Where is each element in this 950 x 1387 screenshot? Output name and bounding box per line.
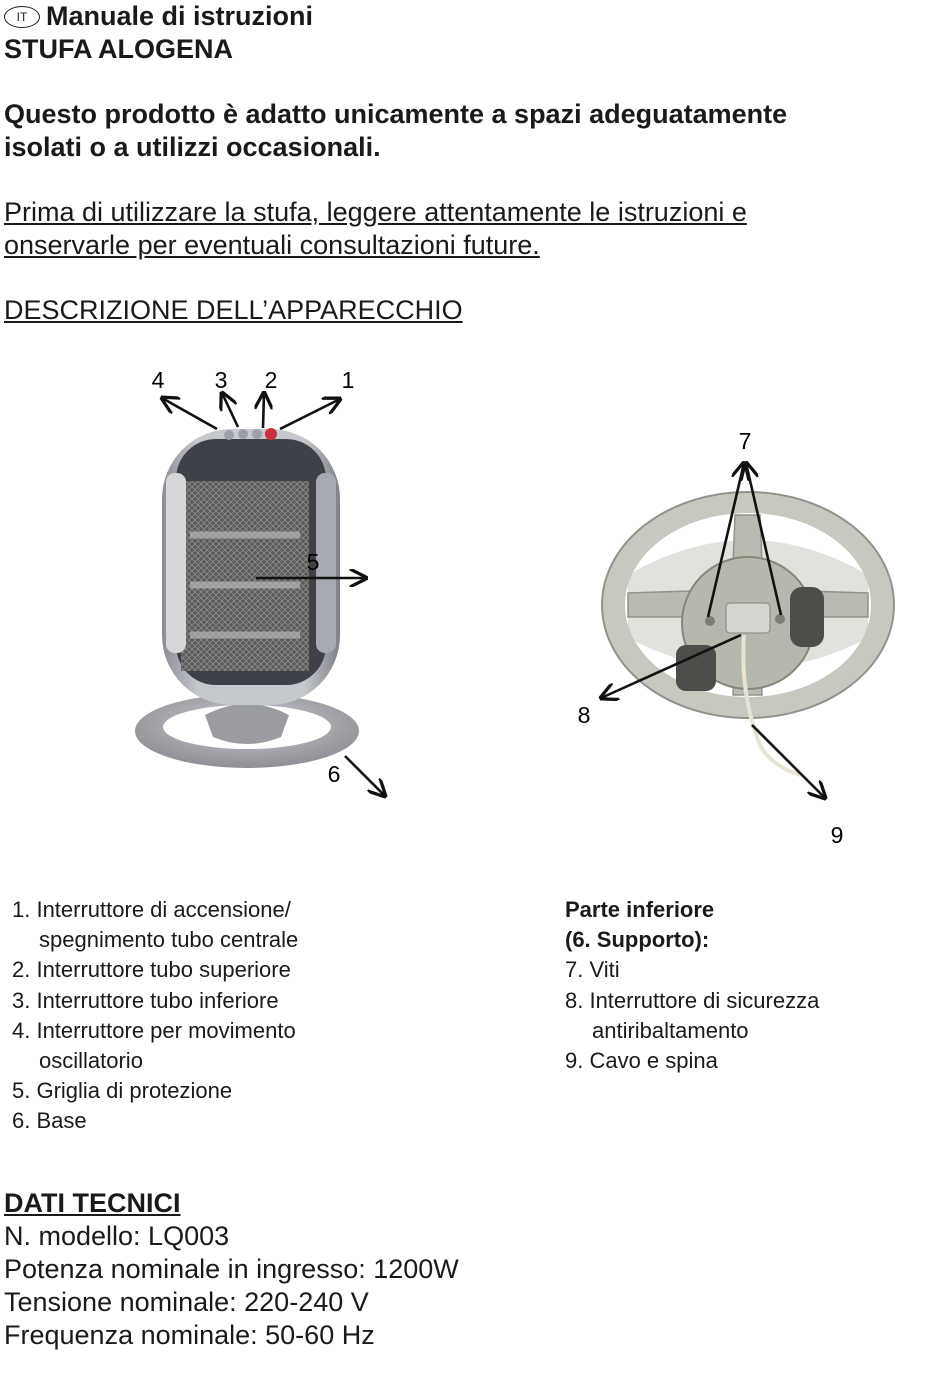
intro-note-line: Prima di utilizzare la stufa, leggere attentamente le istruzioni e — [4, 197, 747, 227]
description-heading: DESCRIZIONE DELL’APPARECCHIO — [4, 295, 463, 325]
list-item: 9. Cavo e spina — [565, 1048, 718, 1074]
list-item: 8. Interruttore di sicurezza — [565, 987, 820, 1013]
manual-title — [4, 0, 313, 33]
heater-base — [135, 694, 359, 768]
callout-arrow-3 — [222, 393, 238, 427]
callout-number-9: 9 — [830, 822, 844, 848]
list-item: 6. Base — [12, 1108, 87, 1134]
intro-note-line: onservarle per eventuali consultazioni future. — [4, 230, 540, 260]
callout-number-3: 3 — [214, 367, 228, 393]
specs-heading: DATI TECNICI — [4, 1188, 181, 1218]
list-item-continuation: antiribaltamento — [592, 1017, 749, 1043]
list-item: 7. Viti — [565, 957, 620, 983]
parts-list-front — [12, 895, 298, 1137]
callout-number-6: 6 — [327, 761, 341, 787]
list-item-continuation: oscillatorio — [39, 1048, 143, 1074]
specs-block — [4, 1220, 459, 1352]
protective-grill — [181, 481, 309, 671]
underside-heading: Parte inferiore — [565, 897, 715, 922]
spec-frequency: Frequenza nominale: 50-60 Hz — [4, 1320, 375, 1350]
heater-diagram — [0, 355, 950, 855]
callout-arrow-2 — [263, 393, 264, 428]
usage-warning-line: isolati o a utilizzi occasionali. — [4, 132, 381, 162]
callout-number-1: 1 — [341, 367, 355, 393]
list-item: 4. Interruttore per movimento — [12, 1017, 296, 1043]
intro-note — [4, 196, 747, 262]
usage-warning-line: Questo prodotto è adatto unicamente a spazi adeguatamente — [4, 99, 788, 129]
power-knob — [265, 428, 277, 440]
callout-number-4: 4 — [151, 367, 165, 393]
callout-arrow-1 — [280, 399, 340, 429]
spec-model: N. modello: LQ003 — [4, 1221, 230, 1251]
list-item-continuation: spegnimento tubo centrale — [39, 927, 299, 953]
callout-arrow-9 — [752, 725, 825, 798]
callout-arrow-4 — [162, 398, 217, 429]
callout-arrow-6 — [345, 756, 385, 796]
manual-title-text: Manuale di istruzioni — [46, 1, 314, 31]
language-badge: IT — [4, 6, 40, 28]
list-item: 2. Interruttore tubo superiore — [12, 957, 291, 983]
base-underside-diagram — [602, 492, 894, 775]
usage-warning — [4, 98, 787, 164]
callout-number-2: 2 — [264, 367, 278, 393]
spec-power: Potenza nominale in ingresso: 1200W — [4, 1254, 459, 1284]
list-item: 5. Griglia di protezione — [12, 1078, 233, 1104]
list-item: 3. Interruttore tubo inferiore — [12, 987, 279, 1013]
callout-number-5: 5 — [306, 549, 320, 575]
spec-voltage: Tensione nominale: 220-240 V — [4, 1287, 369, 1317]
list-item: 1. Interruttore di accensione/ — [12, 897, 291, 922]
callout-number-7: 7 — [738, 428, 752, 454]
product-name: STUFA ALOGENA — [4, 34, 233, 64]
parts-list-underside — [565, 895, 819, 1076]
callout-number-8: 8 — [577, 702, 591, 728]
underside-subheading: (6. Supporto): — [565, 927, 710, 953]
